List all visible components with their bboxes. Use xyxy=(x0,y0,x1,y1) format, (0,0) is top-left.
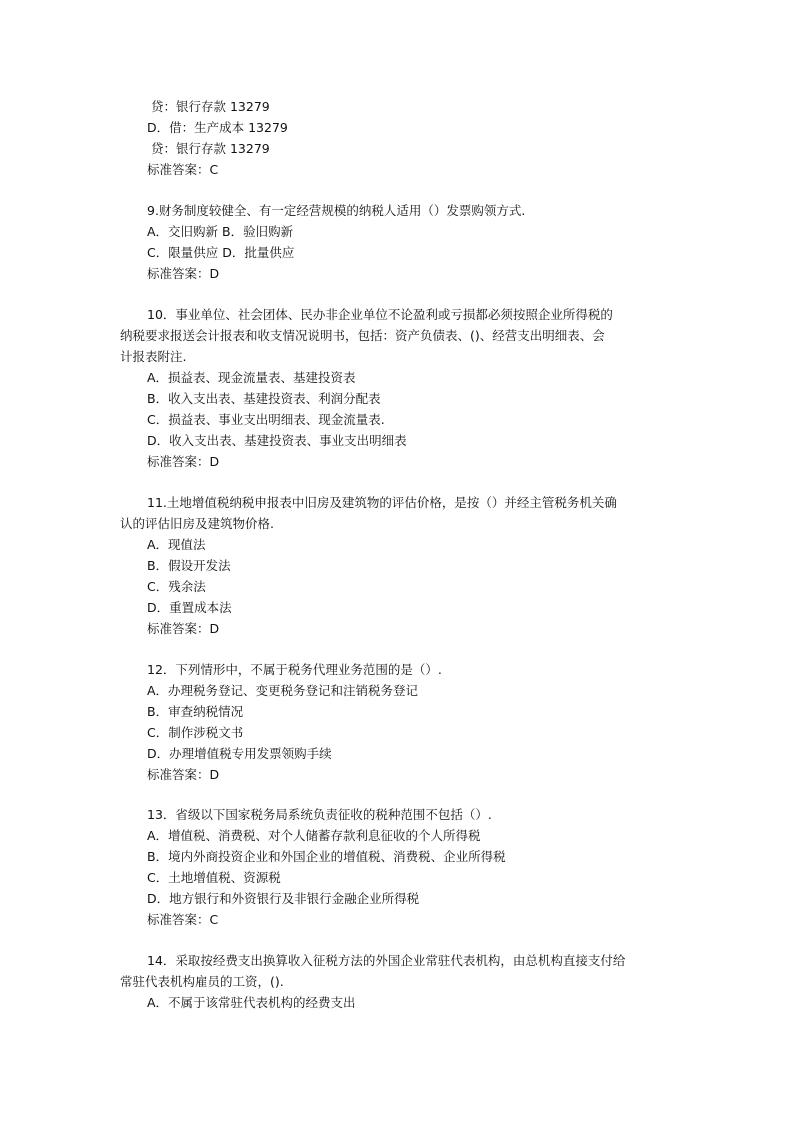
standard-answer: 标准答案：C xyxy=(147,912,219,927)
option-b: B．审查纳税情况 xyxy=(147,704,244,719)
option-a: A．不属于该常驻代表机构的经费支出 xyxy=(147,995,356,1010)
question-11-stem-cont: 认的评估旧房及建筑物价格. xyxy=(120,516,274,531)
option-a: A．损益表、现金流量表、基建投资表 xyxy=(147,370,356,385)
standard-answer: 标准答案：C xyxy=(147,162,219,177)
question-9-stem: 9.财务制度较健全、有一定经营规模的纳税人适用（）发票购领方式. xyxy=(147,203,526,218)
standard-answer: 标准答案：D xyxy=(147,454,220,469)
question-14-stem: 14．采取按经费支出换算收入征税方法的外国企业常驻代表机构，由总机构直接支付给 xyxy=(147,953,626,968)
option-d: D．收入支出表、基建投资表、事业支出明细表 xyxy=(147,433,407,448)
option-d: D．地方银行和外资银行及非银行金融企业所得税 xyxy=(147,891,420,906)
option-b: B．假设开发法 xyxy=(147,558,231,573)
option-line: A．交旧购新 B．验旧购新 xyxy=(147,224,294,239)
option-d: D．办理增值税专用发票领购手续 xyxy=(147,746,332,761)
answer-line: 贷：银行存款 13279 xyxy=(151,99,270,114)
option-a: A．办理税务登记、变更税务登记和注销税务登记 xyxy=(147,683,419,698)
question-10-stem-cont: 纳税要求报送会计报表和收支情况说明书，包括：资产负债表、()、经营支出明细表、会 xyxy=(120,328,605,343)
option-line: C．限量供应 D．批量供应 xyxy=(147,245,295,260)
option-a: A．现值法 xyxy=(147,537,206,552)
answer-line: 贷：银行存款 13279 xyxy=(151,141,270,156)
standard-answer: 标准答案：D xyxy=(147,266,220,281)
option-c: C．损益表、事业支出明细表、现金流量表. xyxy=(147,412,385,427)
standard-answer: 标准答案：D xyxy=(147,767,220,782)
option-b: B．收入支出表、基建投资表、利润分配表 xyxy=(147,391,381,406)
question-14-stem-cont: 常驻代表机构雇员的工资，(). xyxy=(120,974,284,989)
question-10-stem-cont: 计报表附注. xyxy=(120,349,187,364)
option-c: C．残余法 xyxy=(147,579,206,594)
option-b: B．境内外商投资企业和外国企业的增值税、消费税、企业所得税 xyxy=(147,849,506,864)
option-c: C．制作涉税文书 xyxy=(147,725,244,740)
question-13-stem: 13．省级以下国家税务局系统负责征收的税种范围不包括（）. xyxy=(147,807,492,822)
question-12-stem: 12．下列情形中，不属于税务代理业务范围的是（）. xyxy=(147,662,442,677)
option-c: C．土地增值税、资源税 xyxy=(147,870,281,885)
question-10-stem: 10．事业单位、社会团体、民办非企业单位不论盈利或亏损都必须按照企业所得税的 xyxy=(147,307,613,322)
option-d: D．借：生产成本 13279 xyxy=(147,120,288,135)
option-d: D．重置成本法 xyxy=(147,600,232,615)
standard-answer: 标准答案：D xyxy=(147,621,220,636)
option-a: A．增值税、消费税、对个人储蓄存款利息征收的个人所得税 xyxy=(147,828,481,843)
question-11-stem: 11.土地增值税纳税申报表中旧房及建筑物的评估价格，是按（）并经主管税务机关确 xyxy=(147,495,617,510)
